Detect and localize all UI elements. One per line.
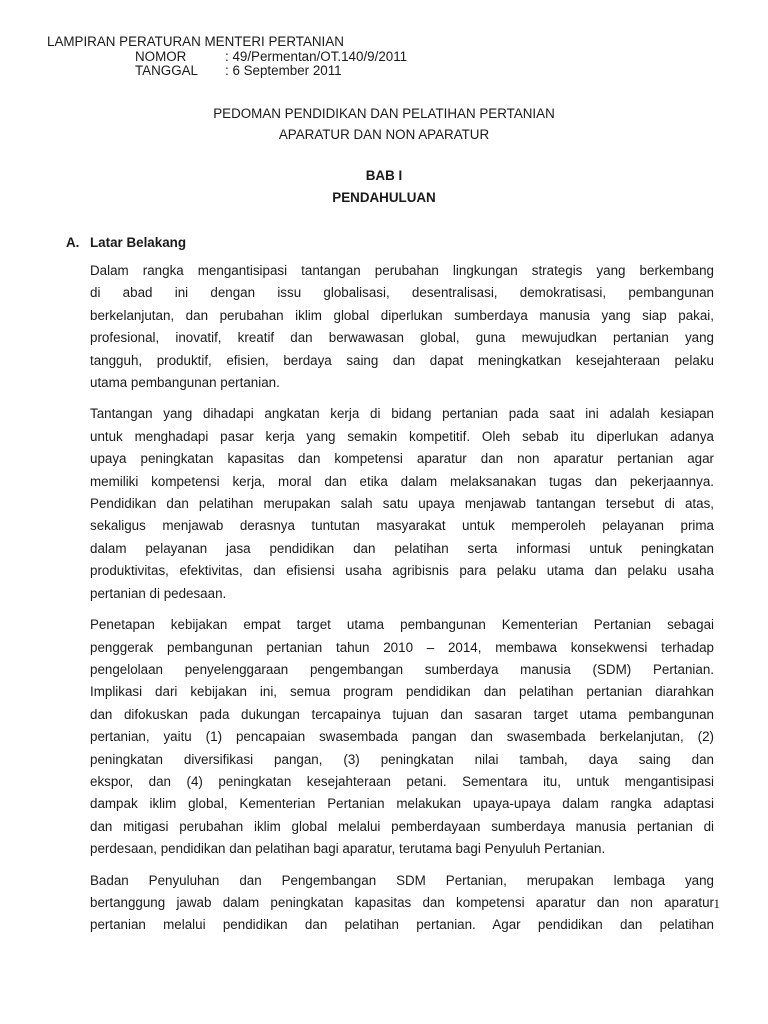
paragraph-line: peningkatan diversifikasi pangan, (3) peningkatan nilai tambah, daya saing dan — [90, 751, 714, 767]
nomor-value: : 49/Permentan/OT.140/9/2011 — [225, 48, 408, 64]
paragraph-line: pertanian, yaitu (1) pencapaian swasembada pangan dan swasembada berkelanjutan, (2) — [90, 729, 714, 745]
paragraph-line: dan mitigasi perubahan iklim global melalui pemberdayaan sumberdaya manusia pertanian di — [90, 818, 714, 834]
paragraph-line: berkelanjutan, dan perubahan iklim global diperlukan sumberdaya manusia yang siap pakai, — [90, 307, 714, 323]
section-heading — [66, 235, 186, 250]
paragraph-line: untuk menghadapi pasar kerja yang semakin kompetitif. Oleh sebab itu diperlukan adanya — [90, 428, 714, 444]
tanggal-value: : 6 September 2011 — [225, 63, 342, 78]
paragraph-line: produktivitas, efektivitas, dan efisiensi usaha agribisnis para pelaku utama dan pelaku usaha — [90, 563, 714, 579]
paragraph-line: penggerak pembangunan pertanian tahun 2010 – 2014, membawa konsekwensi terhadap — [90, 639, 714, 655]
paragraph-line: perdesaan, pendidikan dan pelatihan bagi aparatur, terutama bagi Penyuluh Pertanian. — [90, 841, 606, 857]
paragraph-line: memiliki kompetensi kerja, moral dan etika dalam melaksanakan tugas dan pekerjaannya. — [90, 473, 714, 489]
paragraph-line: pengelolaan penyelenggaraan pengembangan sumberdaya manusia (SDM) Pertanian. — [90, 661, 714, 677]
section-title: Latar Belakang — [90, 235, 187, 250]
paragraph-line: Implikasi dari kebijakan ini, semua program pendidikan dan pelatihan pertanian diarahkan — [90, 684, 714, 700]
paragraph — [90, 870, 714, 937]
paragraph-line: dan difokuskan pada dukungan tercapainya tujuan dan sasaran target utama pembangunan — [90, 706, 714, 722]
paragraph-line: dalam pelayanan jasa pendidikan dan pelatihan serta informasi untuk peningkatan — [90, 540, 714, 556]
paragraph-line: sekaligus menjawab derasnya tuntutan masyarakat untuk memperoleh pelayanan prima — [90, 518, 714, 534]
paragraph-line: bertanggung jawab dalam peningkatan kapasitas dan kompetensi aparatur dan non aparatur — [90, 894, 714, 910]
paragraph-line: pertanian di pedesaan. — [90, 585, 227, 601]
paragraph-line: utama pembangunan pertanian. — [90, 375, 280, 391]
paragraph-line: tangguh, produktif, efisien, berdaya saing dan dapat meningkatkan kesejahteraan pelaku — [90, 352, 714, 368]
header-nomor-row — [47, 50, 407, 65]
paragraph-line: Penetapan kebijakan empat target utama pembangunan Kementerian Pertanian sebagai — [90, 617, 714, 633]
document-title-line2: APARATUR DAN NON APARATUR — [278, 127, 490, 142]
paragraph-line: di abad ini dengan issu globalisasi, desentralisasi, demokratisasi, pembangunan — [90, 285, 714, 301]
paragraph-line: Dalam rangka mengantisipasi tantangan perubahan lingkungan strategis yang berkembang — [90, 263, 714, 278]
chapter-number: BAB I — [365, 168, 403, 183]
paragraph-line: profesional, inovatif, kreatif dan berwawasan global, guna mewujudkan pertanian yang — [90, 330, 714, 346]
document-title-line1: PEDOMAN PENDIDIKAN DAN PELATIHAN PERTANIAN — [213, 106, 555, 121]
paragraph-line: pertanian melalui pendidikan dan pelatihan pertanian. Agar pendidikan dan pelatihan — [90, 917, 714, 933]
paragraph-line: Badan Penyuluhan dan Pengembangan SDM Pertanian, merupakan lembaga yang — [90, 872, 714, 888]
paragraph — [90, 403, 714, 605]
nomor-label: NOMOR — [135, 48, 187, 64]
page-number: 1 — [713, 896, 720, 911]
paragraph-line: dampak iklim global, Kementerian Pertanian melakukan upaya-upaya dalam rangka adaptasi — [90, 796, 714, 812]
header-tanggal-row — [47, 64, 407, 79]
paragraph-line: Pendidikan dan pelatihan merupakan salah satu upaya menjawab tantangan tersebut di atas, — [90, 496, 714, 512]
body-text — [90, 260, 714, 946]
section-letter: A. — [66, 235, 80, 250]
header-title: LAMPIRAN PERATURAN MENTERI PERTANIAN — [47, 34, 344, 49]
paragraph-line: Tantangan yang dihadapi angkatan kerja di bidang pertanian pada saat ini adalah kesiapan — [90, 406, 714, 422]
paragraph-line: upaya peningkatan kapasitas dan kompetensi aparatur dan non aparatur pertanian agar — [90, 451, 714, 467]
document-header — [47, 35, 407, 79]
tanggal-label: TANGGAL — [135, 63, 198, 78]
paragraph-line: ekspor, dan (4) peningkatan kesejahteraan petani. Sementara itu, untuk mengantisipasi — [90, 773, 714, 789]
chapter-name: PENDAHULUAN — [332, 190, 436, 205]
paragraph — [90, 614, 714, 860]
paragraph — [90, 260, 714, 394]
